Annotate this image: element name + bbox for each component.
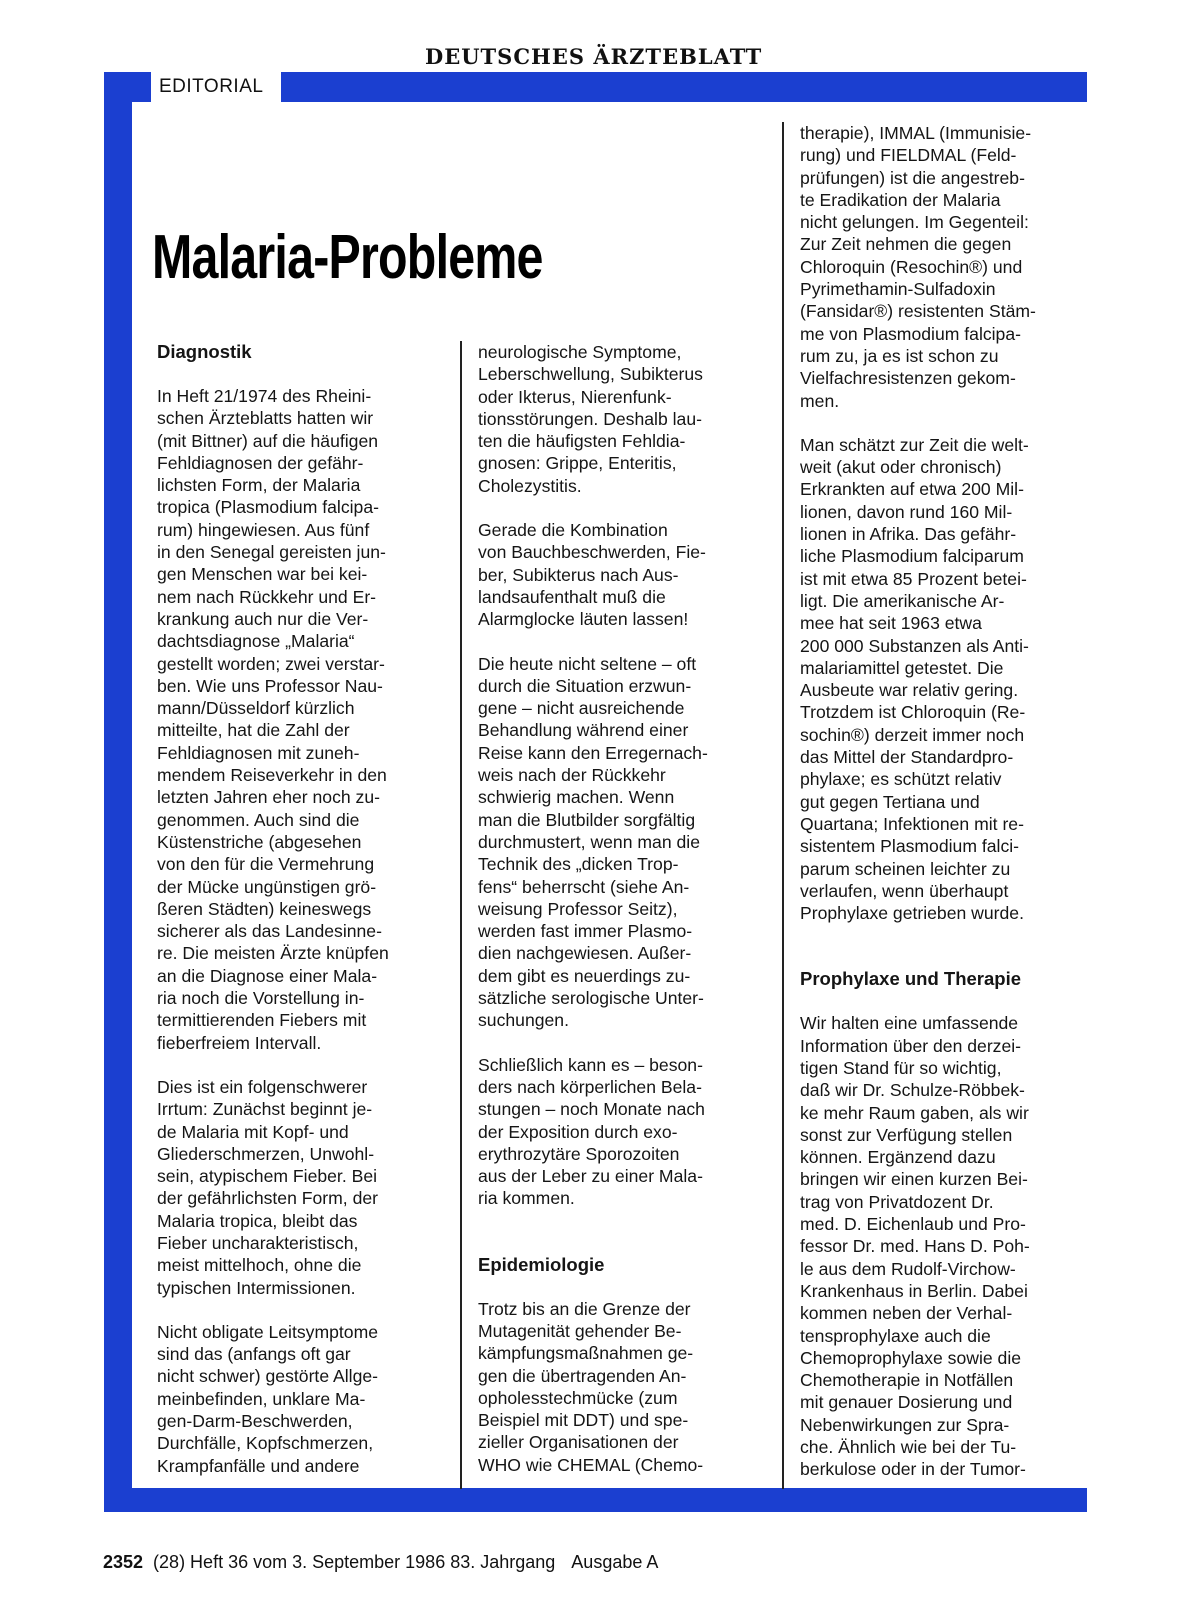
paragraph: Dies ist ein folgenschwerer Irrtum: Zunächst beginnt je- de Malaria mit Kopf- und Gliederschmerzen, Unwohl- sein, atypischem Fieber. Bei der gefährlichsten Form, der Malaria tropica, bleibt das Fieber uncharakteristisch, meist mittelhoch, ohne die typischen Intermissionen. (157, 1076, 378, 1298)
article-column-1 (157, 341, 447, 1499)
paragraph: Nicht obligate Leitsymptome sind das (anfangs oft gar nicht schwer) gestörte Allge- meinbefinden, unklare Ma- gen-Darm-Beschwerden, Durchfälle, Kopfschmerzen, Krampfanfälle und andere (157, 1321, 379, 1476)
column-divider (460, 341, 462, 1489)
issue-info: (28) Heft 36 vom 3. September 1986 83. Jahrgang (153, 1552, 556, 1572)
paragraph: Gerade die Kombination von Bauchbeschwerden, Fie- ber, Subikterus nach Aus- landsaufenthalt muß die Alarmglocke läuten lassen! (478, 520, 706, 630)
paragraph: Man schätzt zur Zeit die welt- weit (akut oder chronisch) Erkrankten auf etwa 200 Mil- lionen, davon rund 160 Mil- lionen in Afrika. Das gefähr- liche Plasmodium falciparum ist mit etwa 85 Prozent betei- ligt. Die amerikanische Ar- mee hat seit 1963 etwa 200 000 Substanzen als Anti- malariamittel getestet. Die Ausbeute war relativ gering. Trotzdem ist Chloroquin (Re- sochin®) derzeit immer noch das Mittel der Standardpro- phylaxe; es schützt relativ gut gegen Tertiana und Quartana; Infektionen mit re- sistentem Plasmodium falci- parum scheinen leichter zu verlaufen, wenn überhaupt Prophylaxe getrieben wurde. (800, 434, 1029, 924)
section-heading-prophylaxe: Prophylaxe und Therapie (800, 968, 1022, 990)
paragraph: therapie), IMMAL (Immunisie- rung) und FIELDMAL (Feld- prüfungen) ist die angestreb- te Eradikation der Malaria nicht gelungen. Im Gegenteil: Zur Zeit nehmen die gegen Chloroquin (Resochin®) und Pyrimethamin-Sulfadoxin (Fansidar®) resistenten Stäm- me von Plasmodium falcipa- rum zu, ja es ist schon zu Vielfachresistenzen gekom- men. (800, 123, 1036, 411)
article-column-2 (478, 341, 763, 1498)
page-number: 2352 (103, 1552, 144, 1572)
paragraph: Trotz bis an die Grenze der Mutagenität gehender Be- kämpfungsmaßnahmen ge- gen die übertragenden An- opholesstechmücke (zum Beispiel mit DDT) und spe- zieller Organisationen der WHO wie CHEMAL (Chemo- (478, 1298, 704, 1475)
section-label: EDITORIAL (151, 72, 281, 102)
edition-label: Ausgabe A (571, 1552, 659, 1572)
article-title: Malaria-Probleme (152, 223, 543, 292)
paragraph: In Heft 21/1974 des Rheini- schen Ärzteblatts hatten wir (mit Bittner) auf die häufigen Fehldiagnosen der gefähr- lichsten Form, der Malaria tropica (Plasmodium falcipa- rum) hingewiesen. Aus fünf in den Senegal gereisten jun- gen Menschen war bei kei- nem nach Rückkehr und Er- krankung auch nur die Ver- dachtsdiagnose „Malaria“ gestellt worden; zwei verstar- ben. Wie uns Professor Nau- mann/Düsseldorf kürzlich mitteilte, hat die Zahl der Fehldiagnosen mit zuneh- mendem Reiseverkehr in den letzten Jahren eher noch zu- genommen. Auch sind die Küstenstriche (abgesehen von den für die Vermehrung der Mücke ungünstigen grö- ßeren Städten) keineswegs sicherer als das Landesinne- re. Die meisten Ärzte knüpfen an die Diagnose einer Mala- ria noch die Vorstellung in- termittierenden Fiebers mit fieberfreiem Intervall. (157, 386, 389, 1053)
section-heading-epidemiologie: Epidemiologie (478, 1253, 605, 1275)
article-column-3 (800, 122, 1085, 1503)
section-heading-diagnostik: Diagnostik (157, 341, 252, 362)
page-footer (103, 1552, 658, 1573)
paragraph: Wir halten eine umfassende Information über den derzei- tigen Stand für so wichtig, daß wir Dr. Schulze-Röbbek- ke mehr Raum gaben, als wir sonst zur Verfügung stellen können. Ergänzend dazu bringen wir einen kurzen Bei- trag von Privatdozent Dr. med. D. Eichenlaub und Pro- fessor Dr. med. Hans D. Poh- le aus dem Rudolf-Virchow- Krankenhaus in Berlin. Dabei kommen neben der Verhal- tensprophylaxe auch die Chemoprophylaxe sowie die Chemotherapie in Notfällen mit genauer Dosierung und Nebenwirkungen zur Spra- che. Ähnlich wie bei der Tu- berkulose oder in der Tumor- (800, 1013, 1030, 1480)
left-blue-bar (104, 72, 132, 1512)
paragraph: Die heute nicht seltene – oft durch die Situation erzwun- gene – nicht ausreichende Behandlung während einer Reise kann den Erregernach- weis nach der Rückkehr schwierig machen. Wenn man die Blutbilder sorgfältig durchmustert, wenn man die Technik des „dicken Trop- fens“ beherrscht (siehe An- weisung Professor Seitz), werden fast immer Plasmo- dien nachgewiesen. Außer- dem gibt es neuerdings zu- sätzliche serologische Unter- suchungen. (478, 653, 708, 1031)
journal-name: DEUTSCHES ÄRZTEBLATT (425, 44, 763, 69)
column-divider (782, 122, 784, 1489)
paragraph: Schließlich kann es – beson- ders nach körperlichen Bela- stungen – noch Monate nach der Exposition durch exo- erythrozytäre Sporozoiten aus der Leber zu einer Mala- ria kommen. (478, 1054, 705, 1209)
paragraph: neurologische Symptome, Leberschwellung, Subikterus oder Ikterus, Nierenfunk- tionsstörungen. Deshalb lau- ten die häufigsten Fehldia- gnosen: Grippe, Enteritis, Cholezystitis. (478, 342, 703, 496)
